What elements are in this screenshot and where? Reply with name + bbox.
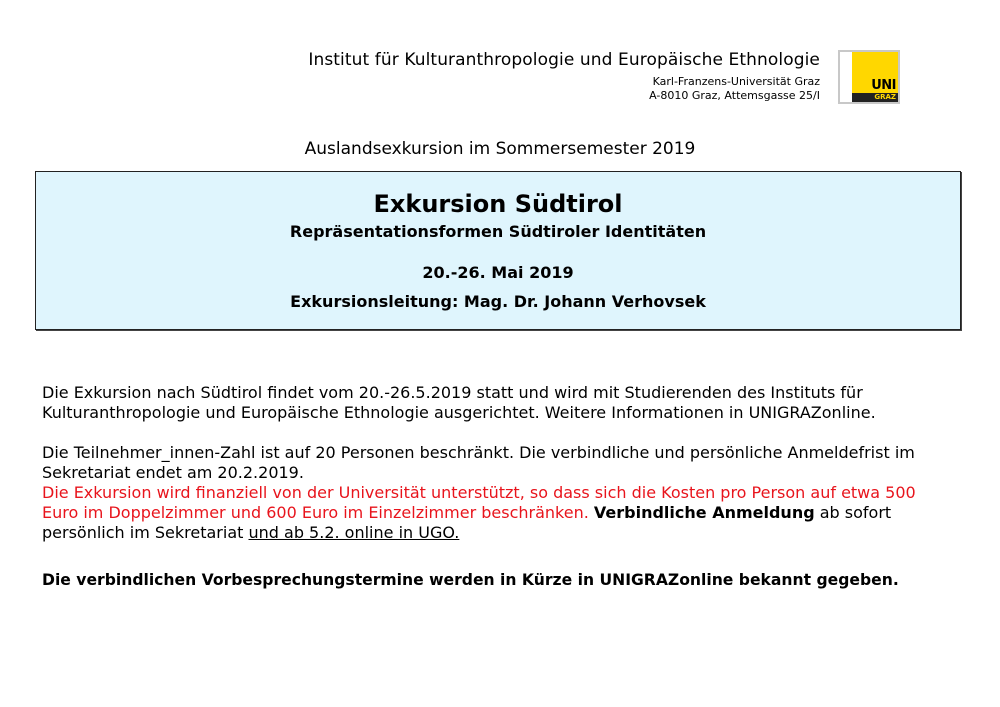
uni-graz-logo (838, 50, 900, 104)
address: A-8010 Graz, Attemsgasse 25/I (649, 89, 820, 102)
logo-text-uni: UNI (871, 78, 896, 93)
online-registration-link[interactable]: und ab 5.2. online in UGO. (248, 523, 460, 542)
registration-line-1: Die Teilnehmer_innen-Zahl ist auf 20 Personen beschränkt. Die verbindliche und persönliche Anmeldefrist im (42, 443, 915, 462)
funding-line-2 (42, 503, 962, 523)
registration-line-last (42, 523, 962, 543)
intro-line-1: Die Exkursion nach Südtirol findet vom 20.-26.5.2019 statt und wird mit Studierenden des Instituts für (42, 383, 863, 402)
title-box (35, 171, 961, 330)
funding-line-1: Die Exkursion wird finanziell von der Universität unterstützt, so dass sich die Kosten pro Person auf etwa 500 (42, 483, 916, 502)
final-note: Die verbindlichen Vorbesprechungstermine werden in Kürze in UNIGRAZonline bekannt gegeben. (42, 571, 899, 589)
institute-name: Institut für Kulturanthropologie und Europäische Ethnologie (308, 50, 820, 70)
paragraph-registration (42, 443, 962, 543)
paragraph-intro (42, 383, 962, 423)
document-subtitle: Auslandsexkursion im Sommersemester 2019 (304, 139, 696, 159)
university-name: Karl-Franzens-Universität Graz (652, 75, 820, 88)
intro-line-2: Kulturanthropologie und Europäische Ethnologie ausgerichtet. Weitere Informationen in UNIGRAZonline. (42, 403, 876, 422)
excursion-leader: Exkursionsleitung: Mag. Dr. Johann Verhovsek (290, 292, 706, 311)
registration-line-2: Sekretariat endet am 20.2.2019. (42, 463, 304, 482)
university-address (500, 75, 820, 103)
secretariat-text: persönlich im Sekretariat (42, 523, 244, 542)
funding-text: Euro im Doppelzimmer und 600 Euro im Einzelzimmer beschränken. (42, 503, 589, 522)
excursion-subtitle: Repräsentationsformen Südtiroler Identitäten (289, 222, 707, 241)
excursion-date: 20.-26. Mai 2019 (422, 263, 574, 282)
binding-registration-label: Verbindliche Anmeldung (593, 503, 815, 522)
logo-text-graz: GRAZ (852, 93, 898, 102)
registration-from-now: ab sofort (819, 503, 892, 522)
excursion-title: Exkursion Südtirol (373, 190, 623, 218)
